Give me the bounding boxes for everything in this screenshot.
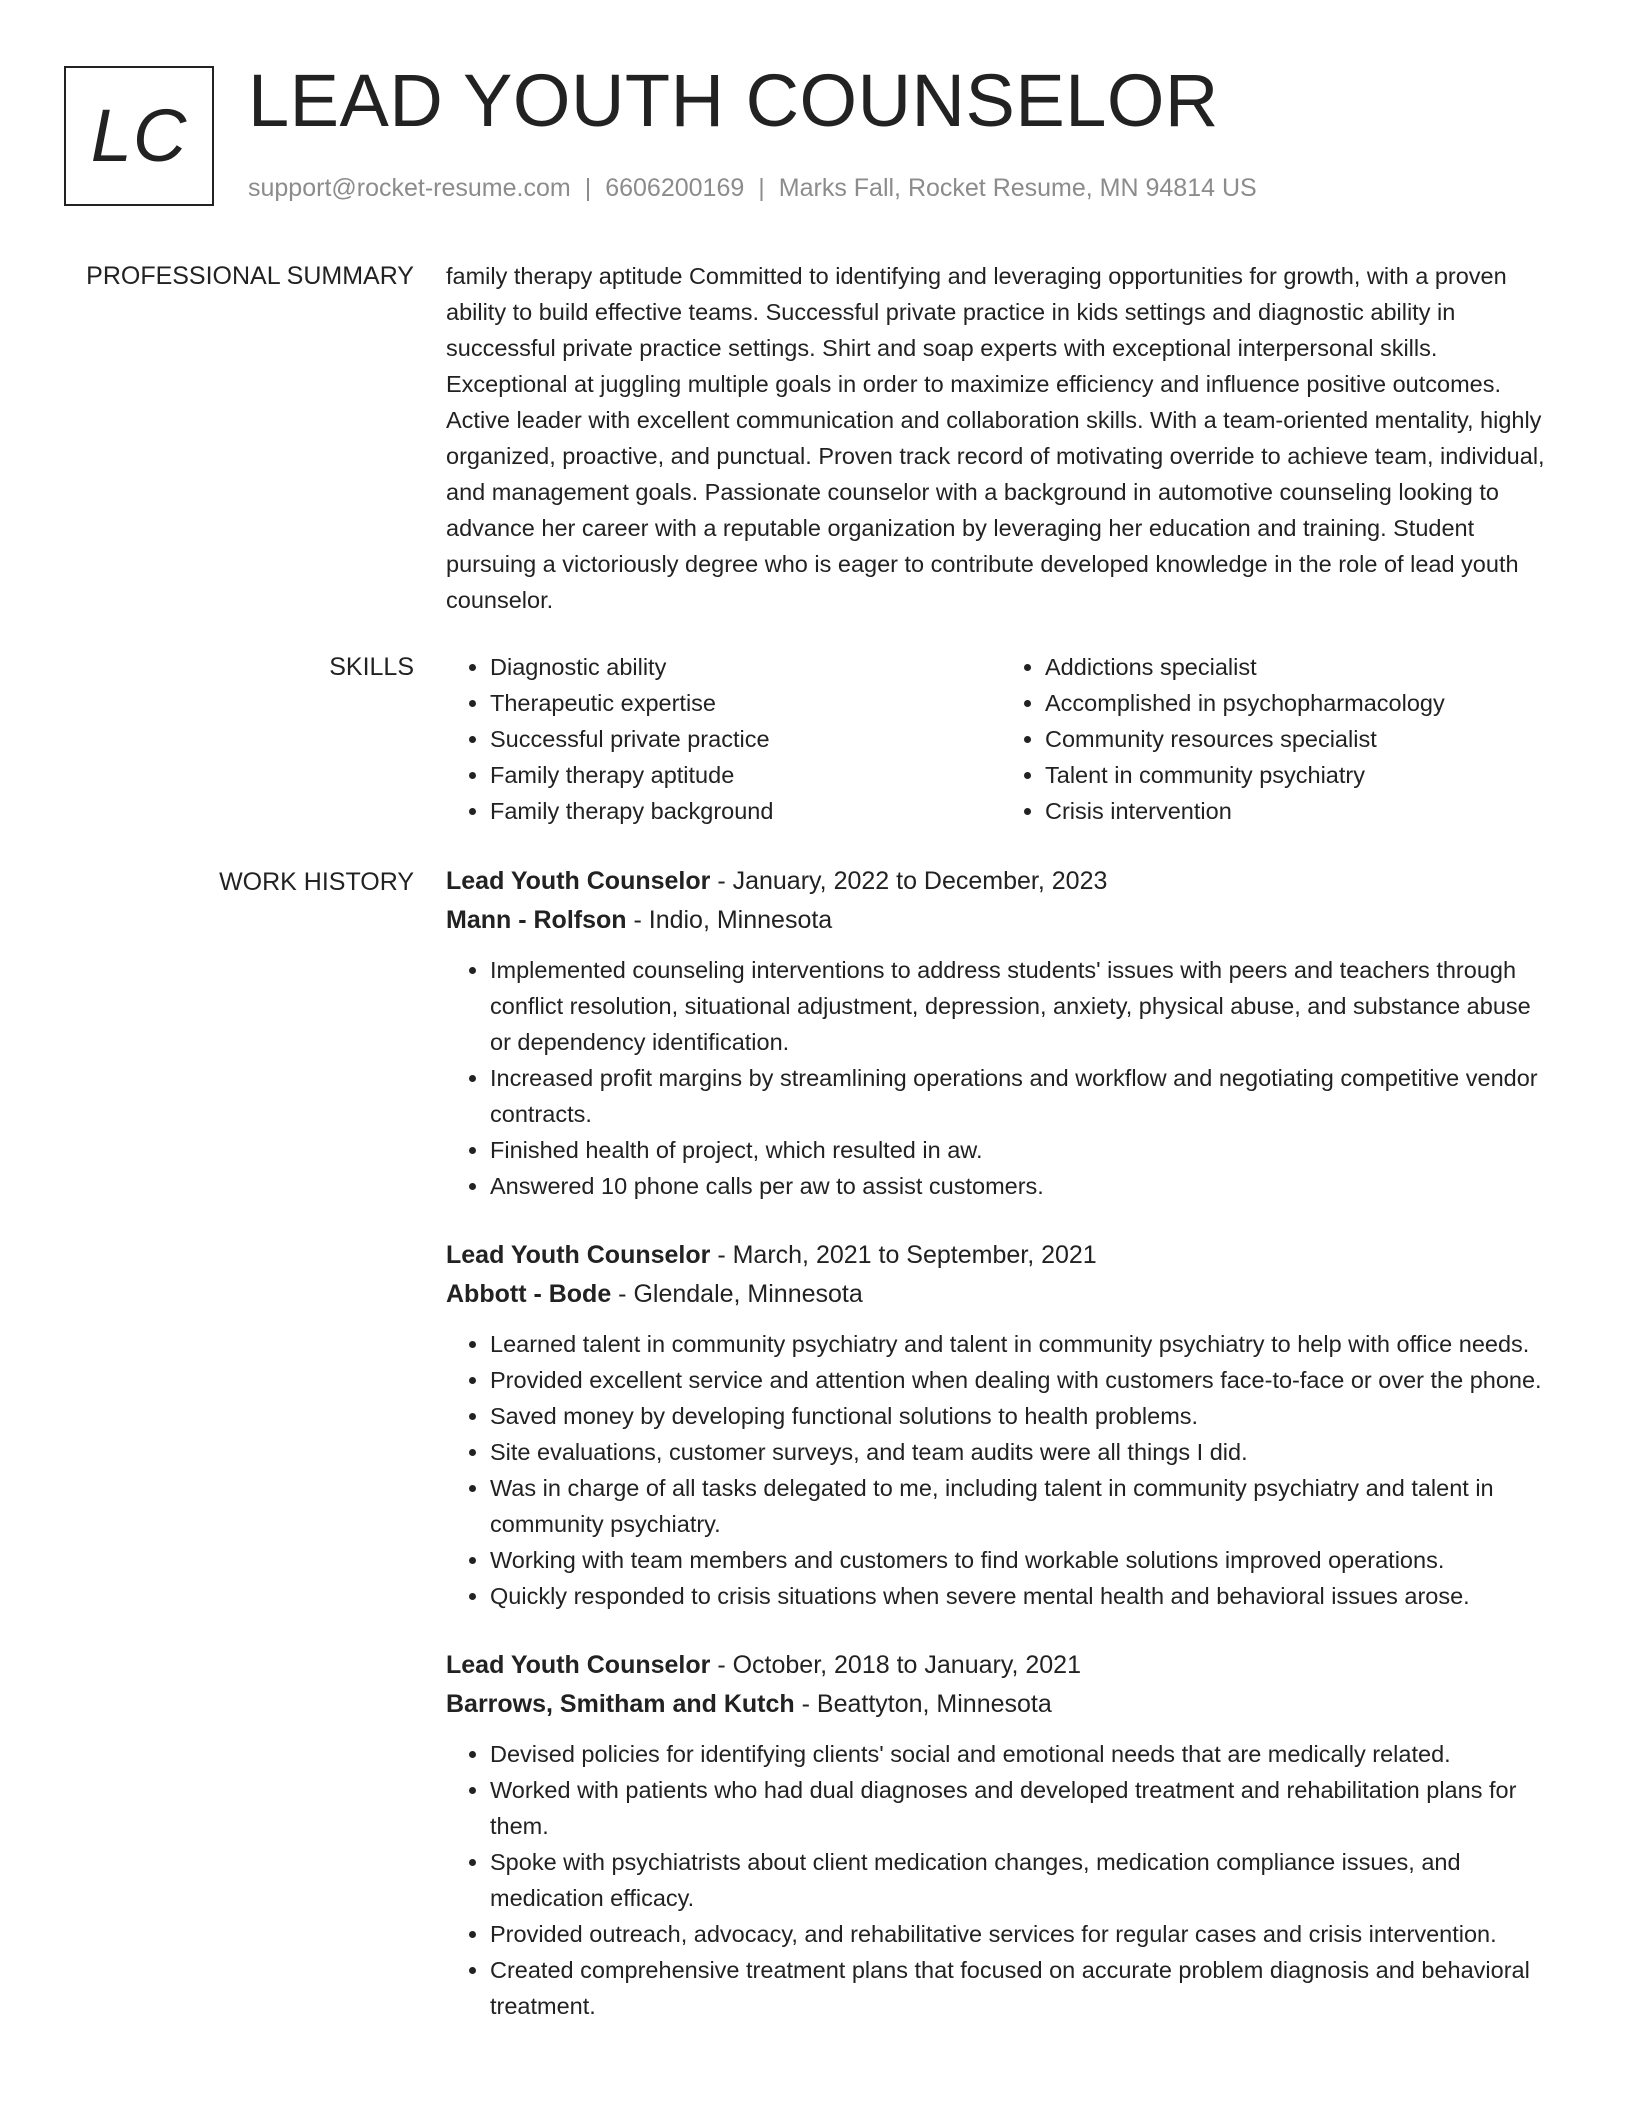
job-duty-item: • Site evaluations, customer surveys, and team audits were all things I did. [490, 1434, 1556, 1470]
contact-line [248, 174, 1257, 203]
summary-section [446, 258, 1556, 618]
skill-item: • Therapeutic expertise [490, 685, 1001, 721]
skill-item: • Accomplished in psychopharmacology [1045, 685, 1556, 721]
job-duty-item: • Quickly responded to crisis situations when severe mental health and behavioral issues arose. [490, 1578, 1556, 1614]
job-duty-item: • Provided excellent service and attention when dealing with customers face-to-face or over the phone. [490, 1362, 1556, 1398]
job-title: Lead Youth Counselor [446, 867, 711, 895]
skills-list-left [446, 649, 1001, 829]
job-entry [446, 862, 1556, 1204]
monogram-box [64, 66, 214, 206]
contact-email[interactable]: support@rocket-resume.com [248, 174, 571, 202]
skill-item: • Diagnostic ability [490, 649, 1001, 685]
job-location: - Beattyton, Minnesota [794, 1690, 1052, 1718]
job-duty-item: • Provided outreach, advocacy, and rehabilitative services for regular cases and crisis intervention. [490, 1916, 1556, 1952]
skills-list-right [1001, 649, 1556, 829]
job-company-line [446, 1685, 1556, 1724]
job-title-line [446, 1236, 1556, 1275]
job-company-line [446, 1275, 1556, 1314]
job-entry [446, 1646, 1556, 2024]
job-company-line [446, 901, 1556, 940]
contact-separator: | [758, 174, 765, 202]
job-duties-list [446, 952, 1556, 1204]
job-duty-item: • Increased profit margins by streamlining operations and workflow and negotiating competitive vendor contracts. [490, 1060, 1556, 1132]
job-duty-item: • Worked with patients who had dual diagnoses and developed treatment and rehabilitation plans for them. [490, 1772, 1556, 1844]
job-company: Mann - Rolfson [446, 906, 627, 934]
skill-item: • Successful private practice [490, 721, 1001, 757]
skill-item: • Family therapy aptitude [490, 757, 1001, 793]
job-location: - Glendale, Minnesota [611, 1280, 863, 1308]
job-duty-item: • Was in charge of all tasks delegated to me, including talent in community psychiatry and talent in community psychiatry. [490, 1470, 1556, 1542]
skills-heading: SKILLS [329, 653, 414, 681]
job-dates: - March, 2021 to September, 2021 [710, 1241, 1097, 1269]
contact-separator: | [584, 174, 592, 202]
monogram-initials: LC [90, 94, 188, 177]
job-duty-item: • Saved money by developing functional solutions to health problems. [490, 1398, 1556, 1434]
job-duty-item: • Learned talent in community psychiatry and talent in community psychiatry to help with office needs. [490, 1326, 1556, 1362]
job-duty-item: • Answered 10 phone calls per aw to assist customers. [490, 1168, 1556, 1204]
skills-section [446, 649, 1556, 829]
job-title-line [446, 1646, 1556, 1685]
skill-item: • Family therapy background [490, 793, 1001, 829]
job-dates: - October, 2018 to January, 2021 [710, 1651, 1081, 1679]
summary-heading: PROFESSIONAL SUMMARY [86, 262, 414, 290]
job-duty-item: • Finished health of project, which resulted in aw. [490, 1132, 1556, 1168]
job-dates: - January, 2022 to December, 2023 [710, 867, 1108, 895]
contact-phone[interactable]: 6606200169 [605, 174, 745, 202]
job-company: Abbott - Bode [446, 1280, 612, 1308]
job-entry [446, 1236, 1556, 1614]
skill-item: • Addictions specialist [1045, 649, 1556, 685]
skill-item: • Crisis intervention [1045, 793, 1556, 829]
job-duty-item: • Working with team members and customers to find workable solutions improved operations. [490, 1542, 1556, 1578]
summary-text: family therapy aptitude Committed to identifying and leveraging opportunities for growth, with a proven ability to build effective teams. Successful private practice in kids settings and diagnostic ability in successful private practice settings. Shirt and soap experts with exceptional interpersonal skills. Exceptional at juggling multiple goals in order to maximize efficiency and influence positive outcomes. Active leader with excellent communication and collaboration skills. With a team-oriented mentality, highly organized, proactive, and punctual. Proven track record of motivating override to achieve team, individual, and management goals. Passionate counselor with a background in automotive counseling looking to advance her career with a reputable organization by leveraging her education and training. Student pursuing a victoriously degree who is eager to contribute developed knowledge in the role of lead youth counselor. [446, 263, 1545, 613]
job-company: Barrows, Smitham and Kutch [446, 1690, 795, 1718]
job-title-line [446, 862, 1556, 901]
job-duties-list [446, 1736, 1556, 2024]
work-history-heading: WORK HISTORY [219, 868, 414, 896]
contact-address: Marks Fall, Rocket Resume, MN 94814 US [778, 174, 1257, 202]
job-title: Lead Youth Counselor [446, 1651, 711, 1679]
skill-item: • Talent in community psychiatry [1045, 757, 1556, 793]
job-duty-item: • Created comprehensive treatment plans that focused on accurate problem diagnosis and behavioral treatment. [490, 1952, 1556, 2024]
job-duties-list [446, 1326, 1556, 1614]
page-title: LEAD YOUTH COUNSELOR [248, 59, 1219, 142]
job-duty-item: • Devised policies for identifying clients' social and emotional needs that are medically related. [490, 1736, 1556, 1772]
job-duty-item: • Implemented counseling interventions to address students' issues with peers and teachers through conflict resolution, situational adjustment, depression, anxiety, physical abuse, and substance abuse or dependency identification. [490, 952, 1556, 1060]
skill-item: • Community resources specialist [1045, 721, 1556, 757]
job-location: - Indio, Minnesota [626, 906, 833, 934]
job-title: Lead Youth Counselor [446, 1241, 711, 1269]
job-duty-item: • Spoke with psychiatrists about client medication changes, medication compliance issues, and medication efficacy. [490, 1844, 1556, 1916]
work-history-section [446, 862, 1556, 2056]
